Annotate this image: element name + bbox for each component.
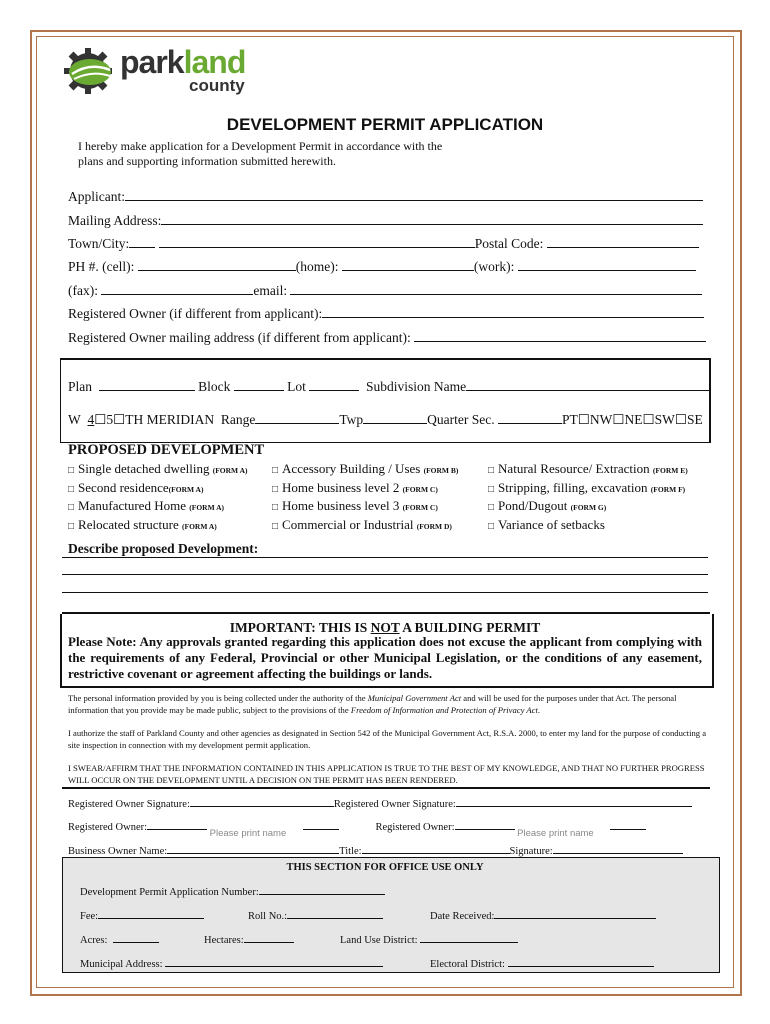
option-label: Single detached dwelling [78,461,210,476]
signature-divider [62,787,710,789]
twp-field[interactable] [363,411,427,424]
fee-row [80,908,204,922]
fax-row [68,282,702,299]
inspection-authorization: I authorize the staff of Parkland County and other agencies as designated in Section 542 of the Municipal Government Act, R.S.A. 2000, to enter my land for the purpose of conducting a site inspection in connection with my development permit application. [68,728,707,750]
subdivision-label: Subdivision Name [366,379,467,394]
please-note-text: Please Note: Any approvals granted regarding this application does not excuse the applicant from complying with the requirements of any Federal, Provincial or other Municipal Legislation, or the conditions of any easement, restrictive covenant or agreement affecting the buildings or lands. [68,634,702,681]
dp-number-field[interactable] [259,884,385,895]
describe-line-2[interactable] [62,574,708,575]
form-ref: (FORM B) [423,466,459,475]
describe-line-1[interactable] [62,557,708,558]
checkbox-icon[interactable]: □ [68,502,75,513]
electoral-district-field[interactable] [508,956,654,967]
dp-number-label: Development Permit Application Number: [80,887,259,898]
privacy-notice [68,692,708,716]
plan-field[interactable] [99,378,195,391]
municipal-address-row [80,956,383,970]
owner-sig-field-1[interactable] [190,796,334,807]
town-field[interactable] [159,235,475,248]
option-pond-dugout[interactable] [488,498,688,517]
form-ref: (FORM C) [402,484,438,494]
option-label: Home business level 2 [282,479,400,495]
checkbox-icon[interactable]: □ [272,465,279,476]
option-home-business-2[interactable] [272,480,458,499]
form-ref: (FORM A) [189,503,225,512]
form-ref: (FORM F) [650,484,686,494]
reg-owner-row [68,305,704,322]
option-label: Relocated structure [78,516,179,532]
page-title: DEVELOPMENT PERMIT APPLICATION [226,115,544,134]
hectares-row [204,932,294,946]
checkbox-icon[interactable]: □ [488,465,495,476]
print-name-hint-1: Please print name [209,828,287,839]
option-manufactured-home[interactable] [68,498,248,517]
subdivision-field[interactable] [466,378,710,391]
option-relocated-structure[interactable] [68,517,248,536]
checkbox-icon[interactable]: □ [488,502,495,513]
parkland-county-logo [64,44,264,100]
meridian-row [68,411,703,428]
lot-label: Lot [287,379,306,394]
privacy-text-b: and will be used for the purposes under that Act. The personal information that you provide may be made public, subject to the provisions of the [68,693,677,715]
roll-label: Roll No.: [248,911,288,922]
form-ref: (FORM G) [570,503,607,512]
privacy-text-a: The personal information provided by you is being collected under the authority of the [68,693,368,703]
home-label: (home): [295,259,339,274]
proposed-col-1 [68,461,248,535]
office-use-title: THIS SECTION FOR OFFICE USE ONLY [286,862,484,873]
reg-owner-field[interactable] [322,305,704,318]
electoral-district-row [430,956,654,970]
proposed-development-title: PROPOSED DEVELOPMENT [68,442,265,458]
applicant-label: Applicant: [68,189,125,204]
owner-signature-row [68,796,692,810]
block-field[interactable] [234,378,284,391]
owner-name-label-1: Registered Owner: [68,822,148,833]
checkbox-icon[interactable]: □ [488,520,495,532]
privacy-text-c: . [537,705,541,715]
work-field[interactable] [518,258,696,271]
work-label: (work): [473,259,515,274]
checkbox-icon[interactable]: □ [68,465,75,476]
town-field-a[interactable] [129,235,155,248]
meridian-4-label: 4 [87,412,95,427]
phone-row [68,258,696,275]
hectares-field[interactable] [244,932,294,943]
meridian-5-checkbox[interactable]: ☐ [113,412,126,427]
swear-affirm-text: I SWEAR/AFFIRM THAT THE INFORMATION CONTAINED IN THIS APPLICATION IS TRUE TO THE BEST OF MY KNOWLEDGE, AND THAT NO FURTHER PROGRESS WILL OCCUR ON THE DEVELOPMENT UNTIL A DECISION ON THE PERMIT HAS BEEN RENDERED. [68,763,705,785]
option-label: Home business level 3 [282,498,400,513]
nw-label: NW [589,412,613,427]
important-pre: IMPORTANT: THIS IS [229,620,371,635]
land-use-row [340,932,518,946]
pt-label: PT [562,412,578,427]
electoral-district-label: Electoral District: [430,959,505,970]
title-label: Title: [339,846,362,857]
business-owner-label: Business Owner Name: [68,846,168,857]
roll-row [248,908,383,922]
reg-owner-addr-label: Registered Owner mailing address (if different from applicant): [68,330,411,345]
privacy-foi-name: Freedom of Information and Protection of Privacy Act [350,705,538,715]
ne-label: NE [624,412,643,427]
option-single-detached[interactable] [68,461,248,480]
owner-name-field-1b[interactable] [303,819,339,830]
home-field[interactable] [342,258,474,271]
option-label: Commercial or Industrial [282,516,414,532]
signature-field[interactable] [553,843,683,854]
postal-label: Postal Code: [474,236,544,251]
owner-sig-label-2: Registered Owner Signature: [333,799,456,810]
checkbox-icon[interactable]: □ [272,483,279,495]
cell-label: PH #. (cell): [68,259,135,274]
option-label: Variance of setbacks [498,516,605,532]
reg-owner-addr-row [68,329,706,346]
gear-leaf-icon [64,48,116,94]
form-ref: (FORM A) [182,521,217,531]
cell-field[interactable] [138,258,296,271]
form-ref: (FORM A) [168,484,204,494]
option-label: Stripping, filling, excavation [498,479,648,495]
option-home-business-3[interactable] [272,498,458,517]
quarter-label: Quarter Sec. [427,412,495,427]
twp-label: Twp [339,412,364,427]
ne-checkbox[interactable]: ☐ [612,412,625,427]
checkbox-icon[interactable]: □ [488,483,495,495]
owner-name-field-2[interactable] [455,819,515,830]
quarter-field[interactable] [498,411,562,424]
option-label: Second residence [78,479,169,495]
checkbox-icon[interactable]: □ [68,520,75,532]
sw-label: SW [654,412,675,427]
block-label: Block [198,379,231,394]
owner-sig-label-1: Registered Owner Signature: [68,799,190,810]
meridian-label: TH MERIDIAN [125,412,215,427]
print-name-hint-2: Please print name [517,828,594,839]
fax-label: (fax): [68,283,98,298]
town-row [68,235,699,252]
privacy-act-name: Municipal Government Act [367,693,462,703]
plan-row [68,378,710,395]
owner-name-row [68,819,646,839]
option-variance-setbacks[interactable] [488,517,688,536]
form-ref: (FORM C) [402,503,438,512]
acres-field[interactable] [113,932,159,943]
important-post: A BUILDING PERMIT [399,620,541,635]
acres-label: Acres: [80,935,108,946]
logo-word-park: park [120,44,184,80]
option-stripping-filling[interactable] [488,480,688,499]
plan-label: Plan [68,379,93,394]
owner-sig-field-2[interactable] [456,796,692,807]
land-use-label: Land Use District: [340,935,418,946]
land-description-box [60,358,711,443]
land-use-field[interactable] [420,932,518,943]
dp-number-row [80,884,385,898]
fee-field[interactable] [98,908,204,919]
form-ref: (FORM D) [416,521,452,531]
meridian-5-label: 5 [106,412,114,427]
owner-name-field-2b[interactable] [610,819,646,830]
email-label: email: [253,283,288,298]
acres-row [80,932,159,946]
form-ref: (FORM E) [652,466,688,475]
date-received-field[interactable] [494,908,656,919]
checkbox-icon[interactable]: □ [272,502,279,513]
describe-line-3[interactable] [62,592,708,593]
option-second-residence[interactable] [68,480,248,499]
checkbox-icon[interactable]: □ [68,483,75,495]
applicant-row [68,188,703,205]
business-owner-field[interactable] [167,843,339,854]
mailing-field[interactable] [161,212,703,225]
applicant-field[interactable] [125,188,703,201]
lot-field[interactable] [309,378,359,391]
option-label: Accessory Building / Uses [282,461,421,476]
se-label: SE [686,412,703,427]
reg-owner-label: Registered Owner (if different from applicant): [68,306,323,321]
form-ref: (FORM A) [212,466,248,475]
w-label: W [68,412,81,427]
mailing-label: Mailing Address: [68,213,162,228]
checkbox-icon[interactable]: □ [272,520,279,532]
intro-text: I hereby make application for a Development Permit in accordance with the plans and supporting information submitted herewith. [78,139,443,168]
reg-owner-addr-field[interactable] [414,329,706,342]
logo-word-land: land [183,44,246,80]
email-field[interactable] [290,282,702,295]
option-label: Manufactured Home [78,498,186,513]
town-label: Town/City: [68,236,130,251]
important-not: NOT [370,620,400,635]
logo-word-county: county [189,76,245,95]
owner-name-field-1[interactable] [147,819,207,830]
option-accessory-building[interactable] [272,461,458,480]
proposed-col-3 [488,461,688,535]
owner-name-label-2: Registered Owner: [375,822,455,833]
date-received-label: Date Received: [430,911,495,922]
mailing-row [68,212,703,229]
signature-label: Signature: [509,846,553,857]
date-received-row [430,908,656,922]
municipal-address-label: Municipal Address: [80,959,163,970]
sw-checkbox[interactable]: ☐ [642,412,655,427]
option-commercial-industrial[interactable] [272,517,458,536]
postal-field[interactable] [547,235,699,248]
se-checkbox[interactable]: ☐ [674,412,687,427]
hectares-label: Hectares: [204,935,244,946]
title-field[interactable] [362,843,510,854]
fax-field[interactable] [101,282,253,295]
option-label: Pond/Dugout [498,498,568,513]
roll-field[interactable] [287,908,383,919]
proposed-col-2 [272,461,458,535]
business-owner-row [68,843,683,857]
range-label: Range [220,412,256,427]
meridian-4-checkbox[interactable]: ☐ [94,412,107,427]
option-natural-resource[interactable] [488,461,688,480]
range-field[interactable] [255,411,339,424]
option-label: Natural Resource/ Extraction [498,461,650,476]
fee-label: Fee: [80,911,99,922]
municipal-address-field[interactable] [165,956,383,967]
describe-label: Describe proposed Development: [68,541,259,556]
nw-checkbox[interactable]: ☐ [577,412,590,427]
